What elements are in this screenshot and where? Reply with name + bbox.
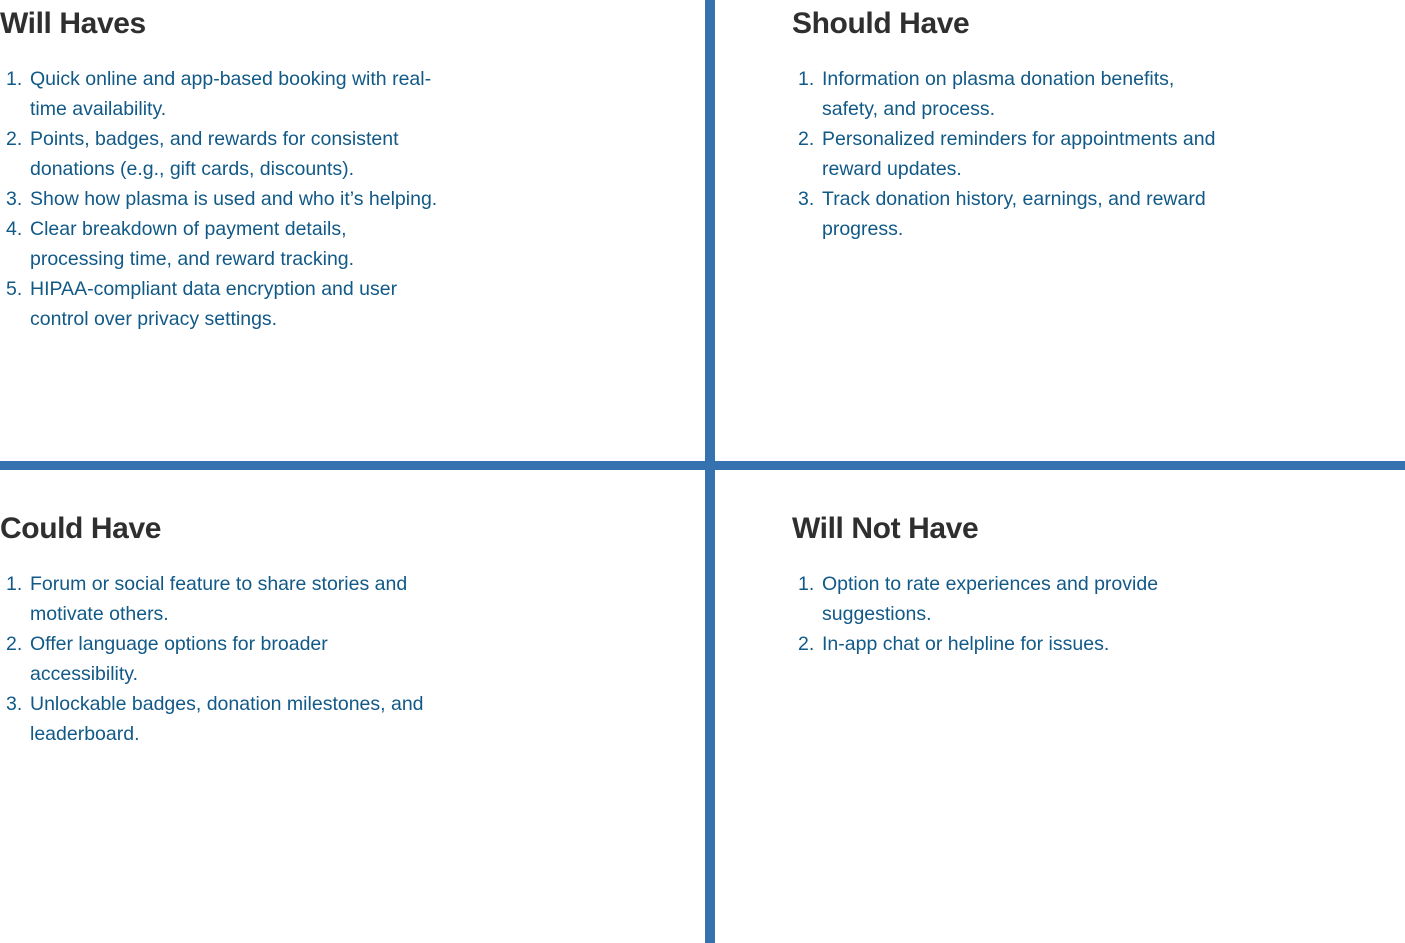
quadrant-list [792,569,1232,659]
item-text: Forum or social feature to share stories and motivate others. [30,573,408,625]
list-item [0,569,440,629]
list-item [0,274,440,334]
item-number: 3. [798,188,815,210]
list-item [792,184,1232,244]
item-number: 1. [6,68,23,90]
quadrant-title: Will Haves [0,7,146,40]
item-number: 1. [798,68,815,90]
item-text: Information on plasma donation benefits, safety, and process. [822,68,1175,120]
quadrant-title: Will Not Have [792,512,979,545]
item-text: Points, badges, and rewards for consistent donations (e.g., gift cards, discounts). [30,128,399,180]
quadrant-list [792,64,1232,244]
list-item [0,124,440,184]
list-item [792,569,1232,629]
list-item [0,184,440,214]
item-number: 4. [6,218,23,240]
item-number: 3. [6,693,23,715]
item-number: 3. [6,188,23,210]
item-text: Offer language options for broader accessibility. [30,633,328,685]
item-text: Clear breakdown of payment details, processing time, and reward tracking. [30,218,355,270]
item-text: Show how plasma is used and who it’s helping. [30,188,438,210]
quadrant-list [0,569,440,749]
item-number: 1. [6,573,23,595]
list-item [792,629,1232,659]
list-item [0,214,440,274]
quadrant-should-have [792,0,1392,455]
item-text: Personalized reminders for appointments and reward updates. [822,128,1216,180]
item-number: 2. [798,633,815,655]
item-number: 1. [798,573,815,595]
item-text: Track donation history, earnings, and reward progress. [822,188,1206,240]
horizontal-divider [0,461,1405,470]
quadrant-will-haves [0,0,700,455]
item-text: Quick online and app-based booking with real-time availability. [30,68,432,120]
quadrant-list [0,64,440,334]
item-number: 2. [6,633,23,655]
quadrant-will-not-have [792,505,1392,935]
quadrant-could-have [0,505,700,935]
item-text: Unlockable badges, donation milestones, and leaderboard. [30,693,424,745]
quadrant-title: Could Have [0,512,162,545]
list-item [0,64,440,124]
list-item [0,689,440,749]
item-text: HIPAA-compliant data encryption and user control over privacy settings. [30,278,398,330]
item-text: Option to rate experiences and provide suggestions. [822,573,1159,625]
item-number: 5. [6,278,23,300]
list-item [792,124,1232,184]
item-number: 2. [798,128,815,150]
list-item [792,64,1232,124]
quadrant-title: Should Have [792,7,970,40]
item-number: 2. [6,128,23,150]
list-item [0,629,440,689]
vertical-divider [705,0,715,943]
item-text: In-app chat or helpline for issues. [822,633,1110,655]
